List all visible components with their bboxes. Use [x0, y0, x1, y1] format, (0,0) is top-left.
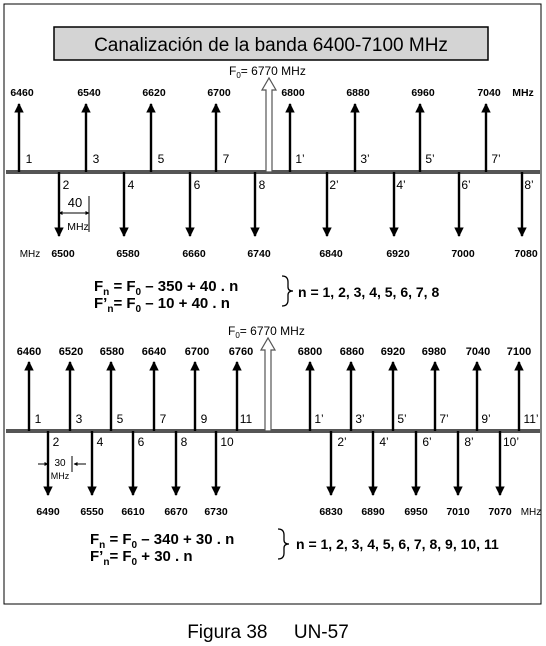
bottom-lower-freq: 6670	[164, 506, 188, 518]
bottom-lower-channel-num: 8’	[464, 435, 474, 449]
top-lower-freq: 6500	[51, 248, 75, 260]
bottom-upper-channel-num: 11	[239, 412, 253, 426]
top-formula-2-f-sub: 0	[135, 304, 142, 315]
top-upper-freq: 6880	[346, 87, 370, 99]
top-lower-channel-num: 8	[258, 178, 266, 192]
bottom-lower-freq: 7010	[446, 506, 470, 518]
bottom-upper-channel-num: 7’	[439, 412, 449, 426]
bottom-center-f: F	[228, 324, 236, 338]
bottom-upper-freq: 7040	[465, 346, 491, 358]
bottom-lower-freq: 6890	[361, 506, 385, 518]
top-lower-channel-num: 2’	[329, 178, 339, 192]
top-lower-freq: 6920	[386, 248, 410, 260]
bottom-lower-freq: 6610	[121, 506, 145, 518]
top-lower-freq: 6840	[319, 248, 343, 260]
bottom-upper-channel-num: 5	[116, 412, 124, 426]
top-lower-freq: 6740	[247, 248, 271, 260]
diagram-title: Canalización de la banda 6400-7100 MHz	[94, 35, 448, 56]
top-upper-channel-num: 7	[222, 152, 230, 166]
top-formula-1-eq: = F	[109, 278, 136, 295]
top-formula-1-lhs-sub: n	[103, 287, 110, 298]
bottom-upper-freq: 6980	[421, 346, 447, 358]
top-upper-freq: 6540	[77, 87, 101, 99]
top-spacing-unit: MHz	[67, 221, 89, 233]
bottom-lower-freq: 6830	[319, 506, 343, 518]
bottom-upper-freq: 6580	[99, 346, 125, 358]
top-center-sub: 0	[236, 71, 241, 80]
top-formula-2-lhs: F’	[94, 295, 108, 312]
bottom-spacing-unit: MHz	[50, 471, 70, 481]
bottom-upper-freq: 6760	[228, 346, 254, 358]
bottom-upper-freq: 6460	[16, 346, 42, 358]
bottom-lower-freq: 6490	[36, 506, 60, 518]
top-upper-channel-num: 1’	[295, 152, 305, 166]
bottom-lower-channel-num: 10	[220, 435, 234, 449]
bottom-upper-freq: 6700	[184, 346, 210, 358]
bottom-upper-channel-num: 5’	[397, 412, 407, 426]
top-center-f: F	[229, 64, 237, 78]
bottom-formula-1-eq: = F	[105, 531, 132, 548]
top-upper-channel-num: 7’	[491, 152, 501, 166]
top-formula-2-eq: = F	[113, 295, 136, 312]
bottom-center-sub: 0	[235, 331, 240, 340]
bottom-lower-channel-num: 8	[180, 435, 188, 449]
top-upper-freq: 6620	[142, 87, 166, 99]
bottom-upper-freq: 7100	[506, 346, 532, 358]
top-formula-2-lhs-sub: n	[107, 304, 114, 315]
bottom-upper-channel-num: 3’	[355, 412, 365, 426]
top-lower-channel-num: 6’	[461, 178, 471, 192]
bottom-formula-1-rest: – 340 + 30 . n	[137, 531, 235, 548]
bottom-formula-2-rest: + 30 . n	[137, 548, 193, 565]
top-lower-freq: 6580	[116, 248, 140, 260]
bottom-center-frequency-label	[228, 324, 305, 340]
bottom-upper-freq: 6640	[141, 346, 167, 358]
bottom-formula-1-lhs-sub: n	[99, 540, 106, 551]
top-upper-channel-num: 3	[92, 152, 100, 166]
top-upper-channel-num: 5’	[425, 152, 435, 166]
top-upper-freq: 6960	[411, 87, 435, 99]
bottom-upper-channel-num: 7	[159, 412, 167, 426]
bottom-upper-freq: 6860	[339, 346, 365, 358]
top-formula-1-f-sub: 0	[135, 287, 142, 298]
top-upper-freq: 6800	[281, 87, 305, 99]
top-lower-channel-num: 4	[127, 178, 135, 192]
bottom-lower-freq: 6730	[204, 506, 228, 518]
top-center-frequency-label	[229, 64, 306, 80]
top-upper-freq: 6700	[207, 87, 231, 99]
top-lower-freq: 7080	[514, 248, 538, 260]
bottom-formula-1-lhs: F	[90, 531, 100, 548]
top-upper-freq: 7040	[477, 87, 501, 99]
bottom-upper-freq: 6920	[380, 346, 406, 358]
top-spacing-value: 40	[67, 195, 83, 210]
top-formula-1-rest: – 350 + 40 . n	[141, 278, 239, 295]
bottom-formula-2-lhs-sub: n	[103, 557, 110, 568]
bottom-lower-freq: 7070	[488, 506, 512, 518]
bottom-lower-channel-num: 6’	[422, 435, 432, 449]
bottom-formula-2-f-sub: 0	[131, 557, 138, 568]
top-n-range: n = 1, 2, 3, 4, 5, 6, 7, 8	[298, 284, 440, 300]
bottom-lower-channel-num: 4	[96, 435, 104, 449]
bottom-n-range: n = 1, 2, 3, 4, 5, 6, 7, 8, 9, 10, 11	[296, 536, 499, 552]
bottom-lower-channel-num: 10’	[502, 435, 520, 449]
bottom-lower-channel-num: 2	[52, 435, 60, 449]
figure-caption: Figura 38 UN-57	[187, 622, 349, 643]
top-unit-upper: MHz	[512, 87, 534, 99]
bottom-lower-freq: 6550	[80, 506, 104, 518]
top-lower-channel-num: 6	[193, 178, 201, 192]
top-upper-channel-num: 5	[157, 152, 165, 166]
bottom-formula-2-eq: = F	[109, 548, 132, 565]
bottom-lower-channel-num: 6	[137, 435, 145, 449]
bottom-formula-1-f-sub: 0	[131, 540, 138, 551]
top-upper-channel-num: 1	[25, 152, 33, 166]
bottom-upper-channel-num: 1’	[314, 412, 324, 426]
bottom-spacing-value: 30	[54, 458, 66, 469]
bottom-upper-freq: 6800	[297, 346, 323, 358]
top-lower-freq: 6660	[182, 248, 206, 260]
bottom-lower-freq: 6950	[404, 506, 428, 518]
top-center-value: = 6770 MHz	[240, 64, 306, 78]
top-lower-freq: 7000	[451, 248, 475, 260]
bottom-upper-channel-num: 11’	[523, 412, 539, 426]
top-lower-channel-num: 8’	[524, 178, 534, 192]
bottom-lower-channel-num: 2’	[337, 435, 347, 449]
bottom-upper-channel-num: 1	[34, 412, 42, 426]
bottom-lower-channel-num: 4’	[379, 435, 389, 449]
top-formula-2-rest: – 10 + 40 . n	[141, 295, 230, 312]
top-unit-lower: MHz	[19, 249, 41, 260]
bottom-formula-2-lhs: F’	[90, 548, 104, 565]
bottom-upper-channel-num: 9’	[481, 412, 491, 426]
bottom-center-value: = 6770 MHz	[239, 324, 305, 338]
bottom-upper-channel-num: 9	[200, 412, 208, 426]
top-lower-channel-num: 2	[62, 178, 70, 192]
bottom-upper-freq: 6520	[58, 346, 84, 358]
top-formula-1-lhs: F	[94, 278, 104, 295]
top-upper-channel-num: 3’	[360, 152, 370, 166]
bottom-unit-lower: MHz	[520, 507, 542, 518]
top-lower-channel-num: 4’	[396, 178, 406, 192]
top-upper-freq: 6460	[10, 87, 34, 99]
bottom-upper-channel-num: 3	[75, 412, 83, 426]
